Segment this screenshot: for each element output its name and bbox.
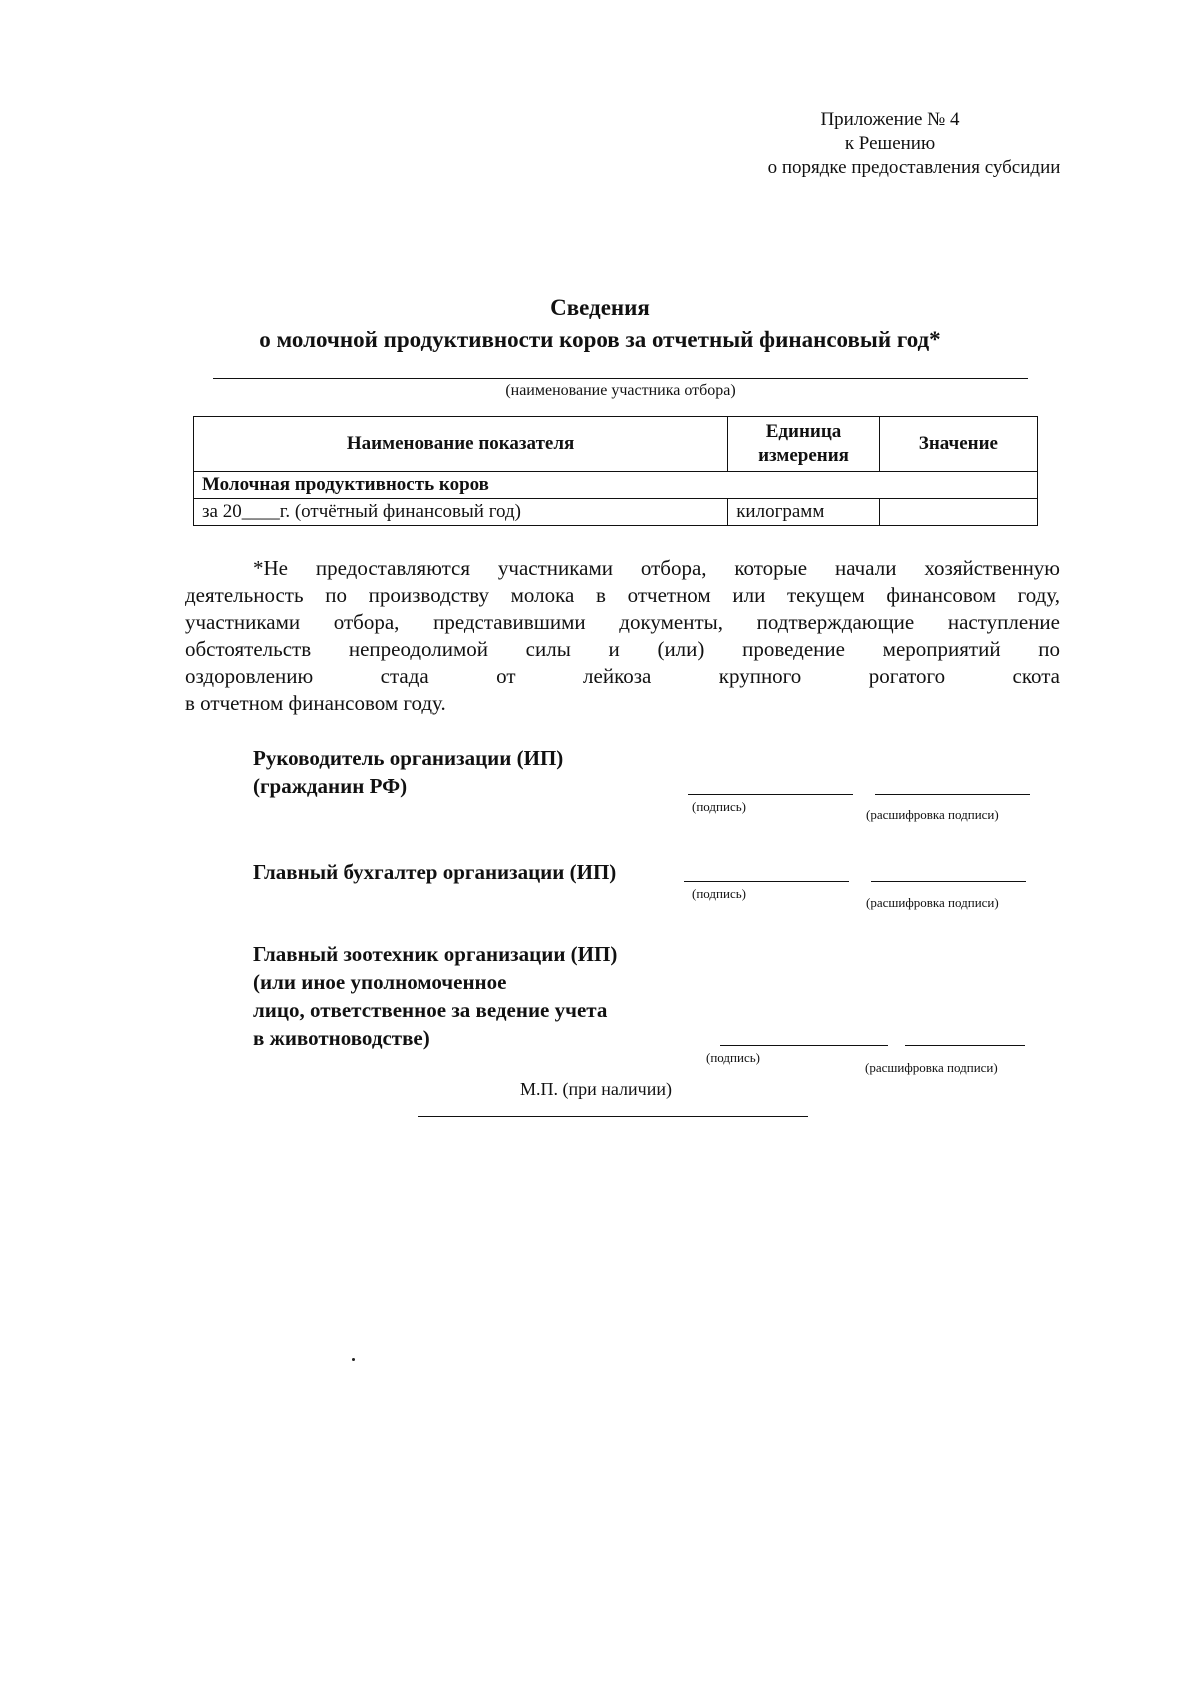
annex-number: Приложение № 4: [820, 109, 960, 130]
annex-decision: к Решению: [844, 133, 936, 154]
table-row: [194, 499, 1038, 526]
header-unit-line-2: измерения: [758, 445, 849, 466]
head-role: [253, 744, 563, 800]
head-role-line-2: (гражданин РФ): [253, 774, 408, 798]
zootech-signature-line[interactable]: [720, 1045, 888, 1046]
zootech-signature-caption: (подпись): [706, 1050, 760, 1065]
row-year-label: за 20____г. (отчётный финансовый год): [194, 499, 728, 526]
accountant-signature-line[interactable]: [684, 881, 849, 882]
head-decode-line[interactable]: [875, 794, 1030, 795]
zootech-role-line-2: (или иное уполномоченное: [253, 970, 507, 994]
footnote-line: обстоятельств непреодолимой силы и (или) проведение мероприятий по: [185, 637, 1060, 661]
scan-speck: [352, 1358, 355, 1361]
row-unit: килограмм: [728, 499, 880, 526]
footnote-line: участниками отбора, представившими документы, подтверждающие наступление: [185, 610, 1060, 634]
table-row: [194, 472, 1038, 499]
end-line: [418, 1116, 808, 1117]
footnote-line: *Не предоставляются участниками отбора, которые начали хозяйственную: [253, 556, 1060, 580]
accountant-decode-line[interactable]: [871, 881, 1026, 882]
stamp-place: М.П. (при наличии): [520, 1079, 672, 1099]
row-value-field[interactable]: [879, 499, 1037, 526]
zootech-role-line-4: в животноводстве): [253, 1026, 430, 1050]
zootech-decode-line[interactable]: [905, 1045, 1025, 1046]
title-line-2: о молочной продуктивности коров за отчетный финансовый год*: [259, 327, 941, 352]
header-name: Наименование показателя: [194, 417, 728, 472]
table-header-row: [194, 417, 1038, 472]
zootech-decode-caption: (расшифровка подписи): [865, 1060, 998, 1075]
head-role-line-1: Руководитель организации (ИП): [253, 746, 564, 770]
annex-header: [690, 108, 1090, 180]
head-decode-caption: (расшифровка подписи): [866, 807, 999, 822]
zootech-role-line-1: Главный зоотехник организации (ИП): [253, 942, 618, 966]
header-unit: [728, 417, 880, 472]
header-unit-line-1: Единица: [765, 421, 842, 442]
document-title: [0, 292, 1200, 356]
accountant-role: [253, 858, 616, 886]
row-group-label: Молочная продуктивность коров: [194, 472, 1038, 499]
header-value: Значение: [879, 417, 1037, 472]
accountant-role-line-1: Главный бухгалтер организации (ИП): [253, 860, 617, 884]
participant-name-line: [213, 378, 1028, 379]
head-signature-line[interactable]: [688, 794, 853, 795]
accountant-decode-caption: (расшифровка подписи): [866, 895, 999, 910]
annex-subject: о порядке предоставления субсидии: [767, 157, 1061, 178]
participant-name-caption: (наименование участника отбора): [505, 382, 736, 399]
accountant-signature-caption: (подпись): [692, 886, 746, 901]
title-line-1: Сведения: [550, 295, 650, 320]
head-signature-caption: (подпись): [692, 799, 746, 814]
zootech-role: [253, 940, 617, 1052]
footnote: [185, 555, 1060, 717]
zootech-role-line-3: лицо, ответственное за ведение учета: [253, 998, 608, 1022]
footnote-line: деятельность по производству молока в отчетном или текущем финансовом году,: [185, 583, 1060, 607]
footnote-line: оздоровлению стада от лейкоза крупного рогатого скота: [185, 664, 1060, 688]
productivity-table: [193, 416, 1038, 526]
footnote-line: в отчетном финансовом году.: [185, 691, 446, 715]
